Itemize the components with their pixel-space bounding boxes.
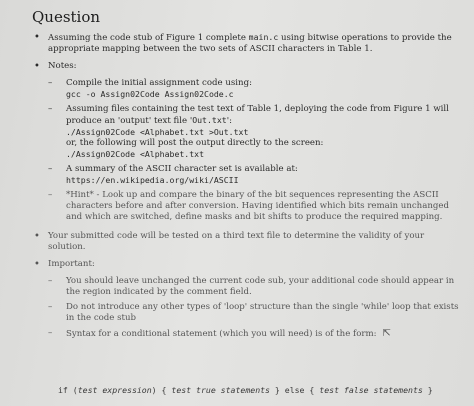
page-title: Question xyxy=(32,8,101,26)
important-unchanged xyxy=(48,276,462,298)
bullet-testing xyxy=(34,231,462,253)
syntax-rparen: ) { xyxy=(151,385,172,395)
important-loop xyxy=(48,302,462,324)
important-syntax xyxy=(48,328,462,340)
note-deploy xyxy=(48,104,462,160)
task-code: main.c xyxy=(248,32,279,42)
bullet-task xyxy=(34,32,462,55)
testing-text: Your submitted code will be tested on a third text file to determine the validity of your solution. xyxy=(48,231,425,252)
syntax-end: } xyxy=(422,385,433,395)
bullet-important xyxy=(34,259,462,270)
note-deploy-text-2: ': xyxy=(226,116,232,126)
note-deploy-alt-text: or, the following will post the output directly to the screen: xyxy=(66,138,324,148)
important-label: Important: xyxy=(48,259,95,269)
bullet-notes xyxy=(34,61,462,72)
note-deploy-alt-command: ./Assign02Code <Alphabet.txt xyxy=(66,149,205,159)
out-filename: Out.txt xyxy=(192,115,227,125)
mouse-pointer-icon: ⇱ xyxy=(382,328,391,339)
note-hint-text: – *Hint* - Look up and compare the binary of the bit sequences representing the ASCII characters before and after conversion. Having identified which bits remain unchanged and which are switched, define masks and bit shifts to produce the required mapping. xyxy=(66,190,449,222)
important-unchanged-text: – You should leave unchanged the current code sub, your additional code should appear in the region indicated by the comment field. xyxy=(66,276,455,297)
note-deploy-text-1: Assuming files containing the test text of Table 1, deploying the code from Figure 1 will produce an 'output' text file ' xyxy=(66,104,449,126)
note-deploy-command: ./Assign02Code <Alphabet.txt >Out.txt xyxy=(66,127,249,137)
important-loop-text: – Do not introduce any other types of 'loop' structure than the single 'while' loop that exists in the code stub xyxy=(66,302,459,323)
note-ascii-text: – A summary of the ASCII character set is available at: xyxy=(66,164,298,174)
note-compile xyxy=(48,78,462,100)
syntax-else: } else { xyxy=(269,385,320,395)
syntax-false: test false statements xyxy=(319,385,423,395)
syntax-if: if xyxy=(58,385,68,395)
note-compile-code: gcc -o Assign02Code Assign02Code.c xyxy=(66,89,234,99)
important-syntax-text: Syntax for a conditional statement (which you will need) is of the form: xyxy=(66,329,377,339)
syntax-true: test true statements xyxy=(171,385,270,395)
note-compile-text: – Compile the initial assignment code using: xyxy=(66,78,252,88)
note-deploy-text xyxy=(66,104,462,127)
task-text-1: Assuming the code stub of Figure 1 complete xyxy=(48,33,249,43)
ascii-url: https://en.wikipedia.org/wiki/ASCII xyxy=(66,175,239,185)
notes-label: Notes: xyxy=(48,61,77,71)
note-ascii xyxy=(48,164,462,186)
syntax-lparen: ( xyxy=(67,385,78,395)
syntax-expression: test expression xyxy=(77,385,152,395)
task-text-2: using bitwise operations to provide the appropriate mapping between the two sets of ASCII characters in Table 1. xyxy=(48,33,452,54)
note-hint xyxy=(48,190,462,223)
conditional-syntax xyxy=(58,385,433,396)
